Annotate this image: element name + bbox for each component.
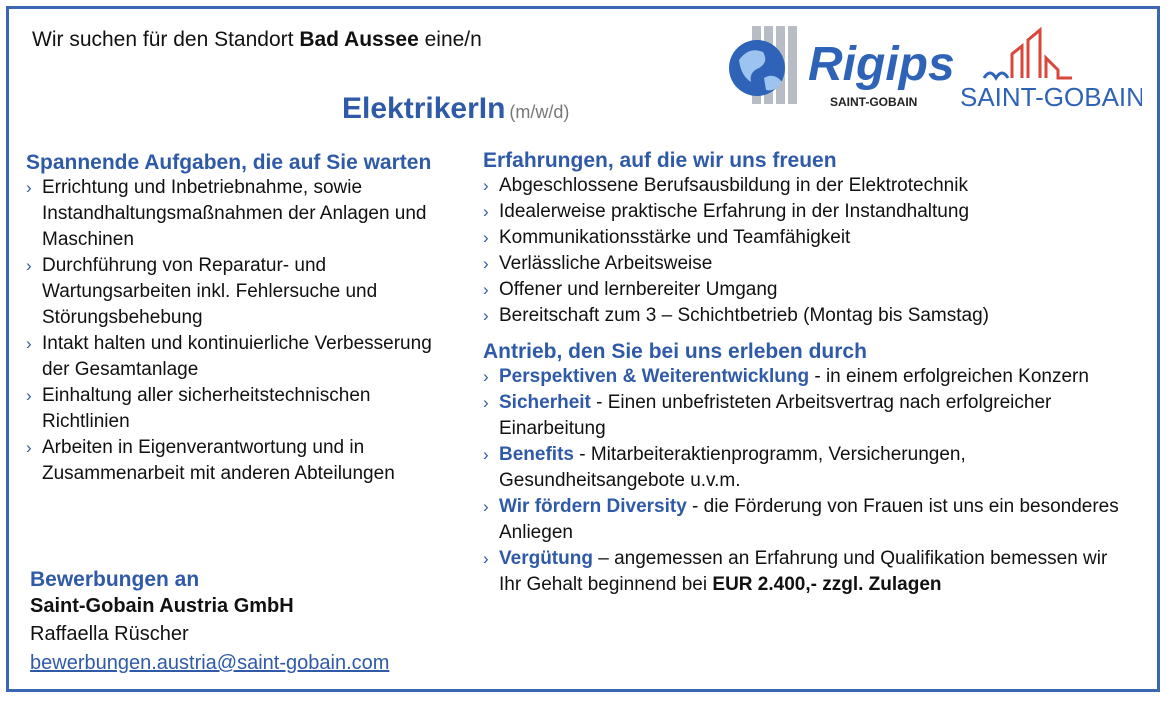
benefit-label: Sicherheit (499, 392, 591, 413)
benefit-text: - die Förderung von Frauen ist uns ein besonderes Anliegen (499, 496, 1119, 543)
benefit-text: - in einem erfolgreichen Konzern (809, 366, 1089, 387)
job-title-main: ElektrikerIn (342, 92, 506, 125)
list-item: › Abgeschlossene Berufsausbildung in der Elektrotechnik (483, 173, 1123, 199)
benefit-label: Wir fördern Diversity (499, 496, 687, 517)
benefits-heading: Antrieb, den Sie bei uns erleben durch (483, 340, 867, 363)
intro-line (32, 28, 482, 52)
intro-prefix: Wir suchen für den Standort (32, 28, 294, 51)
benefit-label: Perspektiven & Weiterentwicklung (499, 366, 810, 387)
experience-heading: Erfahrungen, auf die wir uns freuen (483, 149, 837, 172)
list-item: › Errichtung und Inbetriebnahme, sowie Instandhaltungsmaßnahmen der Anlagen und Maschinen (26, 175, 456, 253)
intro-location: Bad Aussee (299, 28, 419, 51)
email-link[interactable]: bewerbungen.austria@saint-gobain.com (30, 652, 390, 674)
svg-text:SAINT-GOBAIN: SAINT-GOBAIN (830, 95, 918, 109)
saint-gobain-logo (960, 30, 1142, 112)
benefit-text: – angemessen an Erfahrung und Qualifikation bemessen wir Ihr Gehalt beginnend bei (499, 548, 1108, 595)
rigips-logo (729, 26, 955, 109)
logos (722, 20, 1142, 112)
benefits-list (483, 364, 1123, 598)
svg-text:Rigips: Rigips (808, 38, 955, 91)
tasks-list (26, 175, 456, 487)
list-item: › Verlässliche Arbeitsweise (483, 251, 1123, 277)
company-logos (722, 20, 1142, 112)
salary-amount: EUR 2.400,- zzgl. Zulagen (712, 574, 942, 595)
benefit-text: - Einen unbefristeten Arbeitsvertrag nach erfolgreicher Einarbeitung (499, 392, 1052, 439)
company-name: Saint-Gobain Austria GmbH (30, 595, 294, 617)
list-item: › Einhaltung aller sicherheitstechnischen Richtlinien (26, 383, 456, 435)
benefit-text: - Mitarbeiteraktienprogramm, Versicherungen, Gesundheitsangebote u.v.m. (499, 444, 966, 491)
tasks-heading: Spannende Aufgaben, die auf Sie warten (26, 151, 432, 174)
list-item: › Arbeiten in Eigenverantwortung und in Zusammenarbeit mit anderen Abteilungen (26, 435, 456, 487)
list-item (483, 390, 1123, 442)
experience-list (483, 173, 1123, 329)
list-item (483, 442, 1123, 494)
contact-person: Raffaella Rüscher (30, 623, 189, 645)
benefit-label: Benefits (499, 444, 574, 465)
tasks-section (26, 150, 456, 487)
benefit-label: Vergütung (499, 548, 593, 569)
apply-heading: Bewerbungen an (30, 568, 200, 591)
list-item (483, 494, 1123, 546)
list-item (483, 364, 1123, 390)
list-item: › Bereitschaft zum 3 – Schichtbetrieb (Montag bis Samstag) (483, 303, 1123, 329)
application-contact (30, 567, 470, 678)
svg-text:SAINT-GOBAIN: SAINT-GOBAIN (960, 82, 1142, 112)
list-item: › Kommunikationsstärke und Teamfähigkeit (483, 225, 1123, 251)
list-item: › Offener und lernbereiter Umgang (483, 277, 1123, 303)
intro-suffix: eine/n (424, 28, 482, 51)
job-title-gender: (m/w/d) (509, 102, 570, 122)
list-item: › Idealerweise praktische Erfahrung in der Instandhaltung (483, 199, 1123, 225)
list-item (483, 546, 1123, 598)
right-column (483, 148, 1123, 598)
list-item: › Intakt halten und kontinuierliche Verbesserung der Gesamtanlage (26, 331, 456, 383)
list-item: › Durchführung von Reparatur- und Wartungsarbeiten inkl. Fehlersuche und Störungsbehebung (26, 253, 456, 331)
job-title (342, 92, 569, 126)
